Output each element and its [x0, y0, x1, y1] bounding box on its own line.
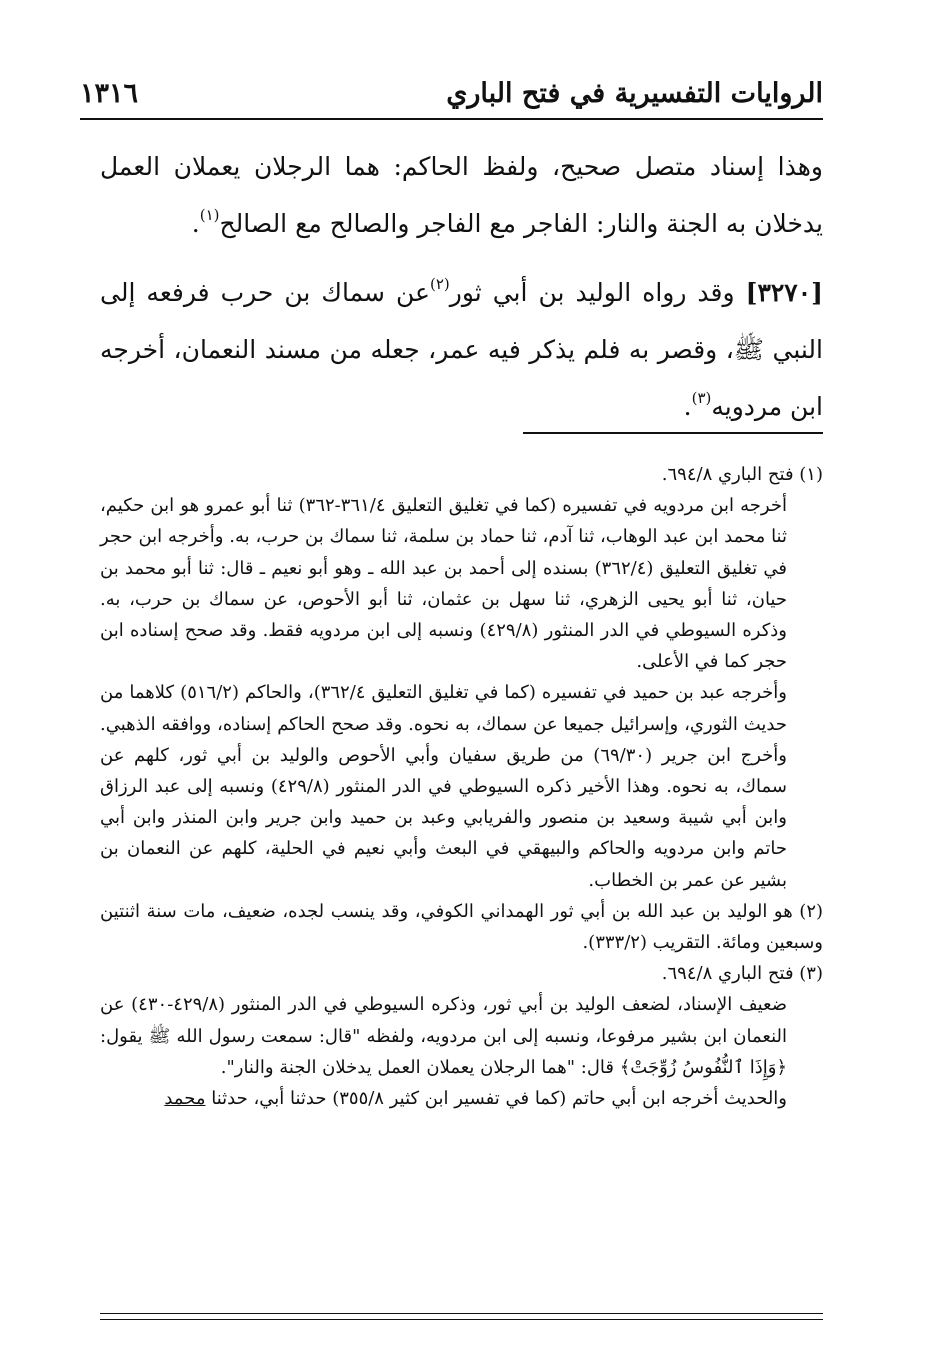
bottom-rule-top	[100, 1313, 823, 1314]
fn3-line: (٤٢٩/٨-٤٣٠) عن النعمان ابن بشير مرفوعا، ونسبه إلى ابن مردويه، ولفظه "قال:	[100, 994, 787, 1047]
fn3-last-line: والحديث أخرجه ابن أبي حاتم (كما في تفسير ابن كثير ٣٥٥/٨) حدثنا أبي، حدثنا	[211, 1088, 787, 1110]
footnote-separator	[523, 432, 823, 434]
footnotes	[100, 459, 823, 1114]
footnote-3-body	[100, 989, 823, 1083]
p2-text-b: عن سماك بن حرب فرفعه إلى النبي ﷺ، وقصر به فلم يذكر فيه عمر، جعله من مسند النعمان، أخرجه ابن مردويه	[100, 278, 823, 421]
footnote-ref-1[interactable]: (١)	[199, 206, 220, 224]
paragraph-2: [٣٢٧٠] وقد رواه الوليد بن أبي ثور$^{(٢)}$عن سماك بن حرب فرفعه إلى النبي ﷺ، وقصر به فلم يذكر فيه عمر، جعله من مسند النعمان، أخرجه ابن مردويه$^{(٣)}$.	[100, 275, 823, 421]
fn1-line: أبو الأحوص، عن سماك بن حرب، به. وذكره السيوطي في الدر المنثور (٤٢٩/٨)	[100, 588, 787, 642]
fn1-line: ونسبه إلى ابن مردويه فقط. وقد صحح إسناده ابن حجر كما في الأعلى.	[100, 620, 787, 673]
fn1-line: والوليد بن أبي ثور، كلهم عن سماك، به نحوه. وهذا الأخير ذكره السيوطي في الدر	[100, 744, 787, 798]
fn1-line: كلاهما من حديث الثوري، وإسرائيل جميعا عن سماك، به نحوه. وقد صحح الحاكم	[100, 682, 787, 735]
fn1-line: أبو نعيم ـ قال: ثنا أبو محمد بن حيان، ثنا أبو يحيى الزهري، ثنا سهل بن عثمان، ثنا	[100, 557, 787, 610]
p1-line-2: يدخلان به الجنة والنار: الفاجر مع الفاجر والصالح مع الصالح	[219, 209, 823, 238]
footnote-2	[100, 896, 823, 958]
p1-line-1: وهذا إسناد متصل صحيح، ولفظ الحاكم: هما الرجلان يعملان العمل	[100, 152, 823, 181]
footnote-3-body-2	[100, 1083, 823, 1114]
footnote-1-body-2	[100, 677, 823, 895]
fn1-line: ابن حكيم، ثنا محمد ابن عبد الوهاب، ثنا آدم، ثنا حماد بن سلمة، ثنا سماك بن حرب،	[100, 495, 787, 548]
entry-number: [٣٢٧٠]	[745, 278, 823, 307]
fn1-line: إسناده، ووافقه الذهبي. وأخرج ابن جرير (٦٩/٣٠) من طريق سفيان وأبي الأحوص	[100, 713, 787, 766]
paragraph-1: وهذا إسناد متصل صحيح، ولفظ الحاكم: هما الرجلان يعملان العمل يدخلان به الجنة والنار: الفاجر مع الفاجر والصالح مع الصالح$^{(١)}$.	[100, 152, 823, 238]
footnote-ref-2[interactable]: (٢)	[429, 275, 450, 293]
main-text	[100, 138, 823, 435]
fn1-line: به. وأخرجه ابن حجر في تغليق التعليق (٣٦٢/٤) بسنده إلى أحمد بن عبد الله ـ وهو	[100, 526, 787, 579]
header-rule	[80, 118, 823, 120]
fn1-line: وعبد بن حميد وابن جرير وابن المنذر وابن أبي حاتم وابن مردويه والحاكم والبيهقي في	[100, 807, 787, 860]
footnote-3-title: (٣) فتح الباري ٦٩٤/٨.	[661, 963, 823, 985]
page-header	[80, 70, 823, 116]
fn1-line: أخرجه ابن مردويه في تفسيره (كما في تغليق التعليق ٣٦١/٤-٣٦٢) ثنا أبو عمرو هو	[180, 495, 787, 517]
fn1-line: البعث وأبي نعيم في الحلية، كلهم عن النعمان بن بشير عن عمر بن الخطاب.	[100, 838, 787, 891]
fn2-line: سنة اثنتين وسبعين ومائة. التقريب (٣٣٣/٢).	[100, 900, 823, 954]
fn1-line: المنثور (٤٢٩/٨) ونسبه إلى عبد الرزاق وابن أبي شيبة وسعيد بن منصور والفريابي	[100, 776, 788, 829]
footnote-1-body	[100, 490, 823, 677]
footnote-1-title: (١) فتح الباري ٦٩٤/٨.	[661, 464, 823, 485]
page-number: ١٣١٦	[80, 77, 139, 109]
fn3-line: العمل يدخلان الجنة والنار".	[220, 1056, 421, 1078]
fn3-last-word: محمد	[164, 1088, 206, 1110]
fn1-line: وأخرجه عبد بن حميد في تفسيره (كما في تغليق التعليق ٣٦٢/٤)، والحاكم (٥١٦/٢)	[180, 682, 787, 704]
footnote-ref-3[interactable]: (٣)	[691, 389, 712, 407]
fn3-line: ضعيف الإسناد، لضعف الوليد بن أبي ثور، وذكره السيوطي في الدر المنثور	[231, 994, 787, 1016]
fn3-line: سمعت رسول الله ﷺ يقول: ﴿وَإِذَا ٱلنُّفُوسُ زُوِّجَتْ﴾ قال: "هما الرجلان يعملان	[100, 1025, 787, 1078]
p2-text-a: وقد رواه الوليد بن أبي ثور	[449, 278, 735, 307]
fn2-line: (٢) هو الوليد بن عبد الله بن أبي ثور الهمداني الكوفي، وقد ينسب لجده، ضعيف، مات	[183, 900, 824, 922]
bottom-rule-bottom	[100, 1319, 823, 1320]
running-title: الروايات التفسيرية في فتح الباري	[446, 77, 823, 109]
